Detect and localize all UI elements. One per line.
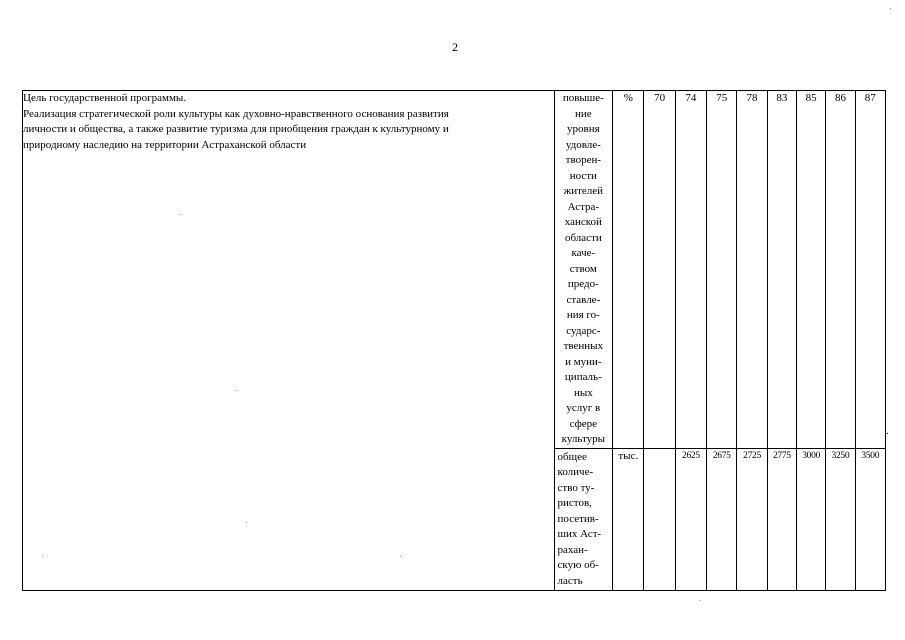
indicator-line: ханской [564, 216, 602, 228]
indicator-line: рахан- [557, 543, 588, 556]
indicator-cell [554, 448, 613, 591]
goal-line: Цель государственной программы. [23, 92, 187, 104]
scan-speck [42, 556, 43, 557]
scan-speck [700, 600, 701, 601]
indicator-line: услуг в [566, 402, 601, 414]
indicator-line: ством [569, 262, 597, 275]
goal-line: Реализация стратегической роли культуры как духовно-нравственного основания развития [23, 107, 449, 120]
goal-line: личности и общества, а также развитие туризма для приобщения граждан к культурному и [23, 123, 449, 135]
value-cell: 2725 [737, 448, 767, 591]
indicator-line: ших Аст- [557, 528, 602, 540]
value-cell: 2625 [675, 448, 706, 591]
indicator-line: ство ту- [557, 481, 595, 494]
indicator-line: творен- [565, 154, 602, 166]
indicator-line: уровня [567, 123, 600, 135]
unit-cell: % [613, 91, 644, 449]
goal-line: природному наследию на территории Астраханской области [23, 138, 307, 151]
value-cell: 3250 [826, 448, 855, 591]
indicator-line: ристов, [557, 497, 592, 509]
value-cell: 3000 [797, 448, 826, 591]
indicator-line: ных [573, 386, 593, 399]
program-goal-cell [23, 91, 555, 591]
value-cell: 70 [644, 91, 675, 449]
indicator-line: удовле- [565, 138, 601, 151]
indicator-line: области [564, 231, 602, 244]
indicator-line: сфере [569, 417, 598, 430]
indicator-line: скую об- [557, 559, 599, 571]
page-number: 2 [452, 40, 458, 54]
indicator-line: ласть [557, 574, 583, 587]
scan-speck [890, 8, 891, 9]
trailing-mark: . [886, 425, 889, 437]
indicator-line: и муни- [565, 355, 602, 368]
indicator-line: ние [575, 107, 592, 120]
indicator-line: предо- [567, 278, 599, 290]
unit-cell: тыс. [613, 448, 644, 591]
indicator-line: посетив- [557, 512, 599, 525]
scan-speck [236, 390, 237, 391]
indicator-line: жителей [563, 185, 604, 197]
value-cell: 75 [707, 91, 737, 449]
indicator-cell [554, 91, 613, 449]
indicator-line: ставле- [566, 293, 601, 306]
indicator-line: ния го- [566, 309, 600, 321]
scan-speck [180, 214, 181, 215]
value-cell: 85 [797, 91, 826, 449]
indicator-line: количе- [557, 466, 594, 478]
table-row [23, 91, 886, 449]
indicator-line: культуры [561, 433, 606, 445]
indicator-line: твенных [563, 340, 604, 352]
value-cell: 3500 [855, 448, 885, 591]
value-cell [644, 448, 675, 591]
indicator-line: сударс- [566, 324, 601, 337]
value-cell: 78 [737, 91, 767, 449]
scan-speck [246, 522, 247, 523]
value-cell: 83 [767, 91, 796, 449]
indicators-table [22, 90, 886, 591]
value-cell: 87 [855, 91, 885, 449]
value-cell: 2675 [707, 448, 737, 591]
scan-speck [400, 556, 401, 557]
value-cell: 2775 [767, 448, 796, 591]
value-cell: 74 [675, 91, 706, 449]
indicator-line: каче- [571, 247, 596, 259]
indicator-line: ципаль- [564, 371, 602, 383]
indicator-line: Астра- [567, 200, 600, 213]
indicator-line: повыше- [562, 92, 604, 104]
indicator-line: общее [557, 450, 587, 463]
value-cell: 86 [826, 91, 855, 449]
indicator-line: ности [569, 169, 597, 182]
